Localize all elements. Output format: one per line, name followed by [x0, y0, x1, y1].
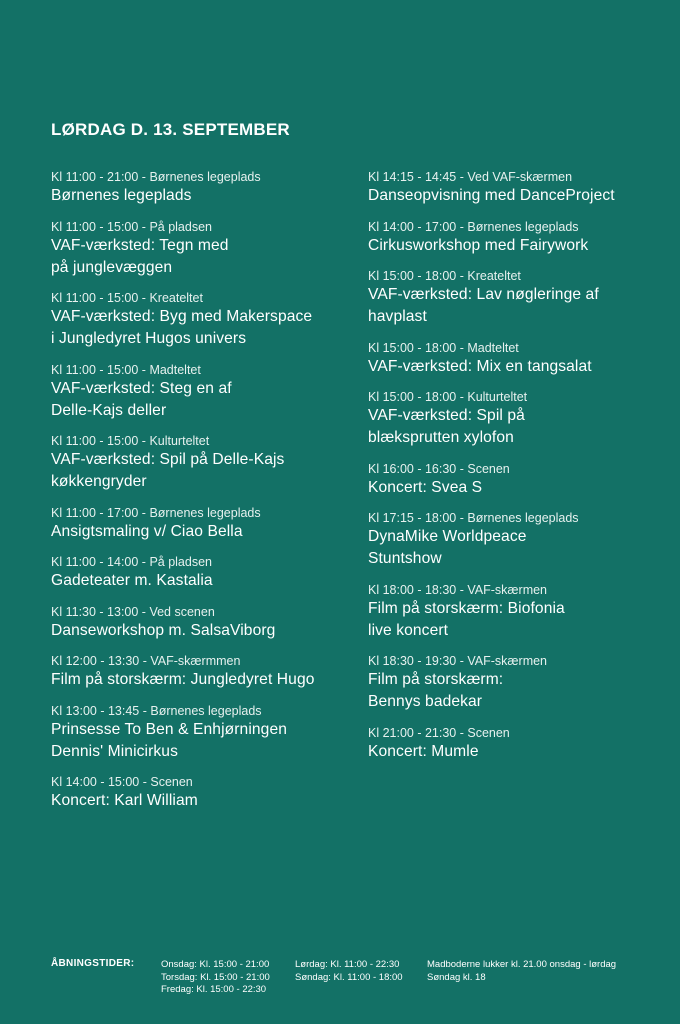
event-title: VAF-værksted: Spil på Delle-Kajs køkkengryder: [51, 451, 285, 490]
event-title: Prinsesse To Ben & Enhjørningen Dennis' Minicirkus: [51, 720, 287, 760]
event-title: VAF-værksted: Byg med Makerspace i Jungledyret Hugos univers: [51, 308, 313, 347]
event-item: [368, 341, 668, 378]
event-title: Koncert: Mumle: [368, 742, 479, 760]
opening-hours-line: Søndag: Kl. 11:00 - 18:00: [295, 971, 403, 983]
event-time-location: Kl 11:00 - 14:00 - På pladsen: [51, 555, 212, 569]
event-time-location: Kl 17:15 - 18:00 - Børnenes legeplads: [368, 511, 579, 525]
event-title: VAF-værksted: Spil på blæksprutten xylofon: [368, 407, 525, 446]
program-column-right: [368, 170, 668, 775]
event-time-location: Kl 18:30 - 19:30 - VAF-skærmen: [368, 654, 548, 668]
event-time-location: Kl 15:00 - 18:00 - Kulturteltet: [368, 390, 528, 404]
event-item: [368, 462, 668, 499]
event-time-location: Kl 18:00 - 18:30 - VAF-skærmen: [368, 582, 548, 597]
event-item: [51, 170, 351, 207]
event-time-location: Kl 15:00 - 18:00 - Madteltet: [368, 340, 519, 355]
event-time-location: Kl 11:30 - 13:00 - Ved scenen: [51, 604, 215, 619]
opening-hours-label: ÅBNINGSTIDER:: [51, 958, 135, 969]
event-title: Film på storskærm: Biofonia live koncert: [368, 599, 565, 639]
event-time-location: Kl 14:00 - 15:00 - Scenen: [51, 775, 193, 789]
event-item: [368, 390, 668, 449]
event-title: Børnenes legeplads: [51, 187, 192, 204]
event-title: Film på storskærm: Jungledyret Hugo: [51, 671, 315, 688]
opening-hours-line: Madboderne lukker kl. 21.00 onsdag - lørdag: [427, 959, 617, 970]
page-title: LØRDAG D. 13. SEPTEMBER: [51, 120, 290, 139]
event-time-location: Kl 16:00 - 16:30 - Scenen: [368, 461, 510, 476]
event-item: [51, 291, 351, 350]
program-column-left: [51, 170, 351, 825]
event-item: [368, 269, 668, 328]
event-item: [51, 434, 351, 493]
event-item: [51, 506, 351, 543]
event-title: Koncert: Svea S: [368, 478, 483, 496]
event-time-location: Kl 13:00 - 13:45 - Børnenes legeplads: [51, 703, 262, 718]
event-title: Film på storskærm: Bennys badekar: [368, 671, 504, 710]
event-title: Danseopvisning med DanceProject: [368, 187, 615, 204]
event-item: [51, 704, 351, 763]
event-title: Gadeteater m. Kastalia: [51, 572, 213, 589]
event-title: VAF-værksted: Lav nøgleringe af havplast: [368, 286, 599, 325]
event-title: VAF-værksted: Steg en af Delle-Kajs deller: [51, 379, 232, 419]
opening-hours-line: Fredag: Kl. 15:00 - 22:30: [161, 984, 267, 995]
event-item: [368, 170, 668, 207]
event-time-location: Kl 12:00 - 13:30 - VAF-skærmmen: [51, 654, 241, 668]
event-item: [51, 654, 351, 691]
event-time-location: Kl 21:00 - 21:30 - Scenen: [368, 725, 510, 740]
opening-hours-weekend: [295, 959, 403, 984]
event-title: VAF-værksted: Mix en tangsalat: [368, 357, 592, 375]
opening-hours-line: Torsdag: Kl. 15:00 - 21:00: [161, 971, 270, 983]
event-item: [51, 220, 351, 279]
event-item: [368, 583, 668, 642]
event-title: Danseworkshop m. SalsaViborg: [51, 621, 276, 639]
event-title: Cirkusworkshop med Fairywork: [368, 236, 589, 254]
event-time-location: Kl 11:00 - 17:00 - Børnenes legeplads: [51, 505, 261, 520]
event-time-location: Kl 11:00 - 15:00 - På pladsen: [51, 219, 212, 234]
event-item: [368, 220, 668, 257]
event-title: DynaMike Worldpeace Stuntshow: [368, 528, 527, 567]
opening-hours-line: Onsdag: Kl. 15:00 - 21:00: [161, 959, 270, 970]
opening-hours-line: Lørdag: Kl. 11:00 - 22:30: [295, 959, 400, 970]
event-time-location: Kl 15:00 - 18:00 - Kreateltet: [368, 269, 521, 283]
food-stalls-note: [427, 959, 616, 984]
event-item: [51, 775, 351, 812]
event-item: [51, 555, 351, 592]
event-title: Ansigtsmaling v/ Ciao Bella: [51, 522, 243, 540]
opening-hours-weekdays: [161, 959, 270, 997]
event-item: [51, 363, 351, 422]
event-title: Koncert: Karl William: [51, 792, 198, 809]
event-item: [368, 511, 668, 570]
event-time-location: Kl 11:00 - 15:00 - Kreateltet: [51, 291, 203, 305]
event-item: [368, 654, 668, 713]
event-time-location: Kl 14:00 - 17:00 - Børnenes legeplads: [368, 219, 579, 234]
event-time-location: Kl 11:00 - 21:00 - Børnenes legeplads: [51, 170, 261, 184]
event-time-location: Kl 11:00 - 15:00 - Kulturteltet: [51, 434, 210, 448]
event-item: [51, 605, 351, 642]
event-title: VAF-værksted: Tegn med på junglevæggen: [51, 236, 229, 276]
event-time-location: Kl 11:00 - 15:00 - Madteltet: [51, 362, 201, 377]
event-time-location: Kl 14:15 - 14:45 - Ved VAF-skærmen: [368, 170, 573, 184]
event-item: [368, 726, 668, 763]
opening-hours-line: Søndag kl. 18: [427, 971, 486, 983]
